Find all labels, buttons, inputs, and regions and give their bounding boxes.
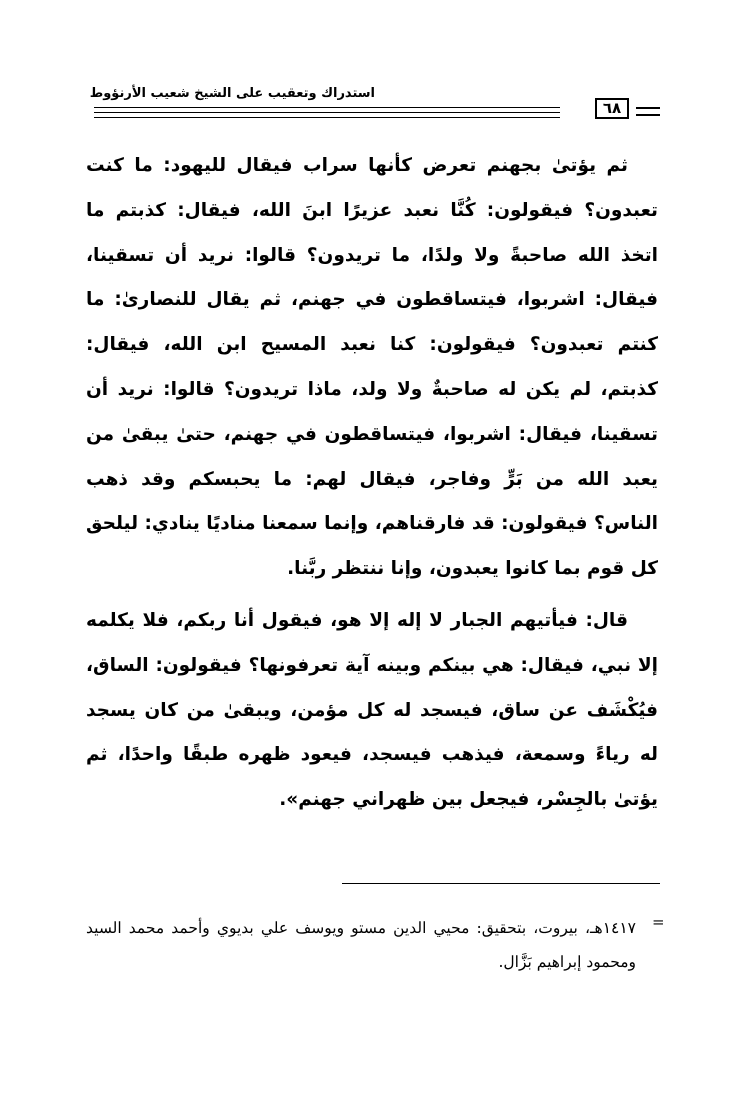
- header-rule-middle: [94, 112, 560, 113]
- body-paragraph-2: قال: فيأتيهم الجبار لا إله إلا هو، فيقول أنا ربكم، فلا يكلمه إلا نبي، فيقال: هي بينكم وبينه آية تعرفونها؟ فيقولون: الساق، فيُكْشَف عن ساق، فيسجد له كل مؤمن، ويبقىٰ من كان يسجد له رياءً وسمعة، فيذهب فيسجد، فيعود ظهره طبقًا واحدًا، ثم يؤتىٰ بالجِسْر، فيجعل بين ظهراني جهنم».: [86, 610, 658, 811]
- footnote-continuation-marker: =: [652, 913, 665, 931]
- page-number: ٦٨: [595, 98, 629, 119]
- header-rule-top: [94, 107, 560, 108]
- header-rule-bottom: [94, 117, 560, 118]
- header-double-dash: [636, 107, 660, 116]
- footnote-separator: [342, 883, 660, 884]
- body-paragraph-1: ثم يؤتىٰ بجهنم تعرض كأنها سراب فيقال لليهود: ما كنت تعبدون؟ فيقولون: كُنَّا نعبد عزيرًا ابنَ الله، فيقال: كذبتم ما اتخذ الله صاحبةً ولا ولدًا، ما تريدون؟ قالوا: نريد أن تسقينا، فيقال: اشربوا، فيتساقطون في جهنم، ثم يقال للنصارىٰ: ما كنتم تعبدون؟ فيقولون: كنا نعبد المسيح ابن الله، فيقال: كذبتم، لم يكن له صاحبةٌ ولا ولد، ماذا تريدون؟ قالوا: نريد أن تسقينا، فيقال: اشربوا، فيتساقطون في جهنم، حتىٰ يبقىٰ من يعبد الله من بَرٍّ وفاجر، فيقال لهم: ما يحبسكم وقد ذهب الناس؟ فيقولون: قد فارقناهم، وإنما سمعنا مناديًا ينادي: ليلحق كل قوم بما كانوا يعبدون، وإنا ننتظر ربَّنا.: [86, 155, 658, 580]
- running-title: استدراك وتعقيب على الشيخ شعيب الأرنؤوط: [89, 86, 375, 101]
- footnote-text: ١٤١٧هـ، بيروت، بتحقيق: محيي الدين مستو ويوسف علي بديوي وأحمد محمد السيد ومحمود إبراهيم بَزَّال.: [86, 919, 636, 971]
